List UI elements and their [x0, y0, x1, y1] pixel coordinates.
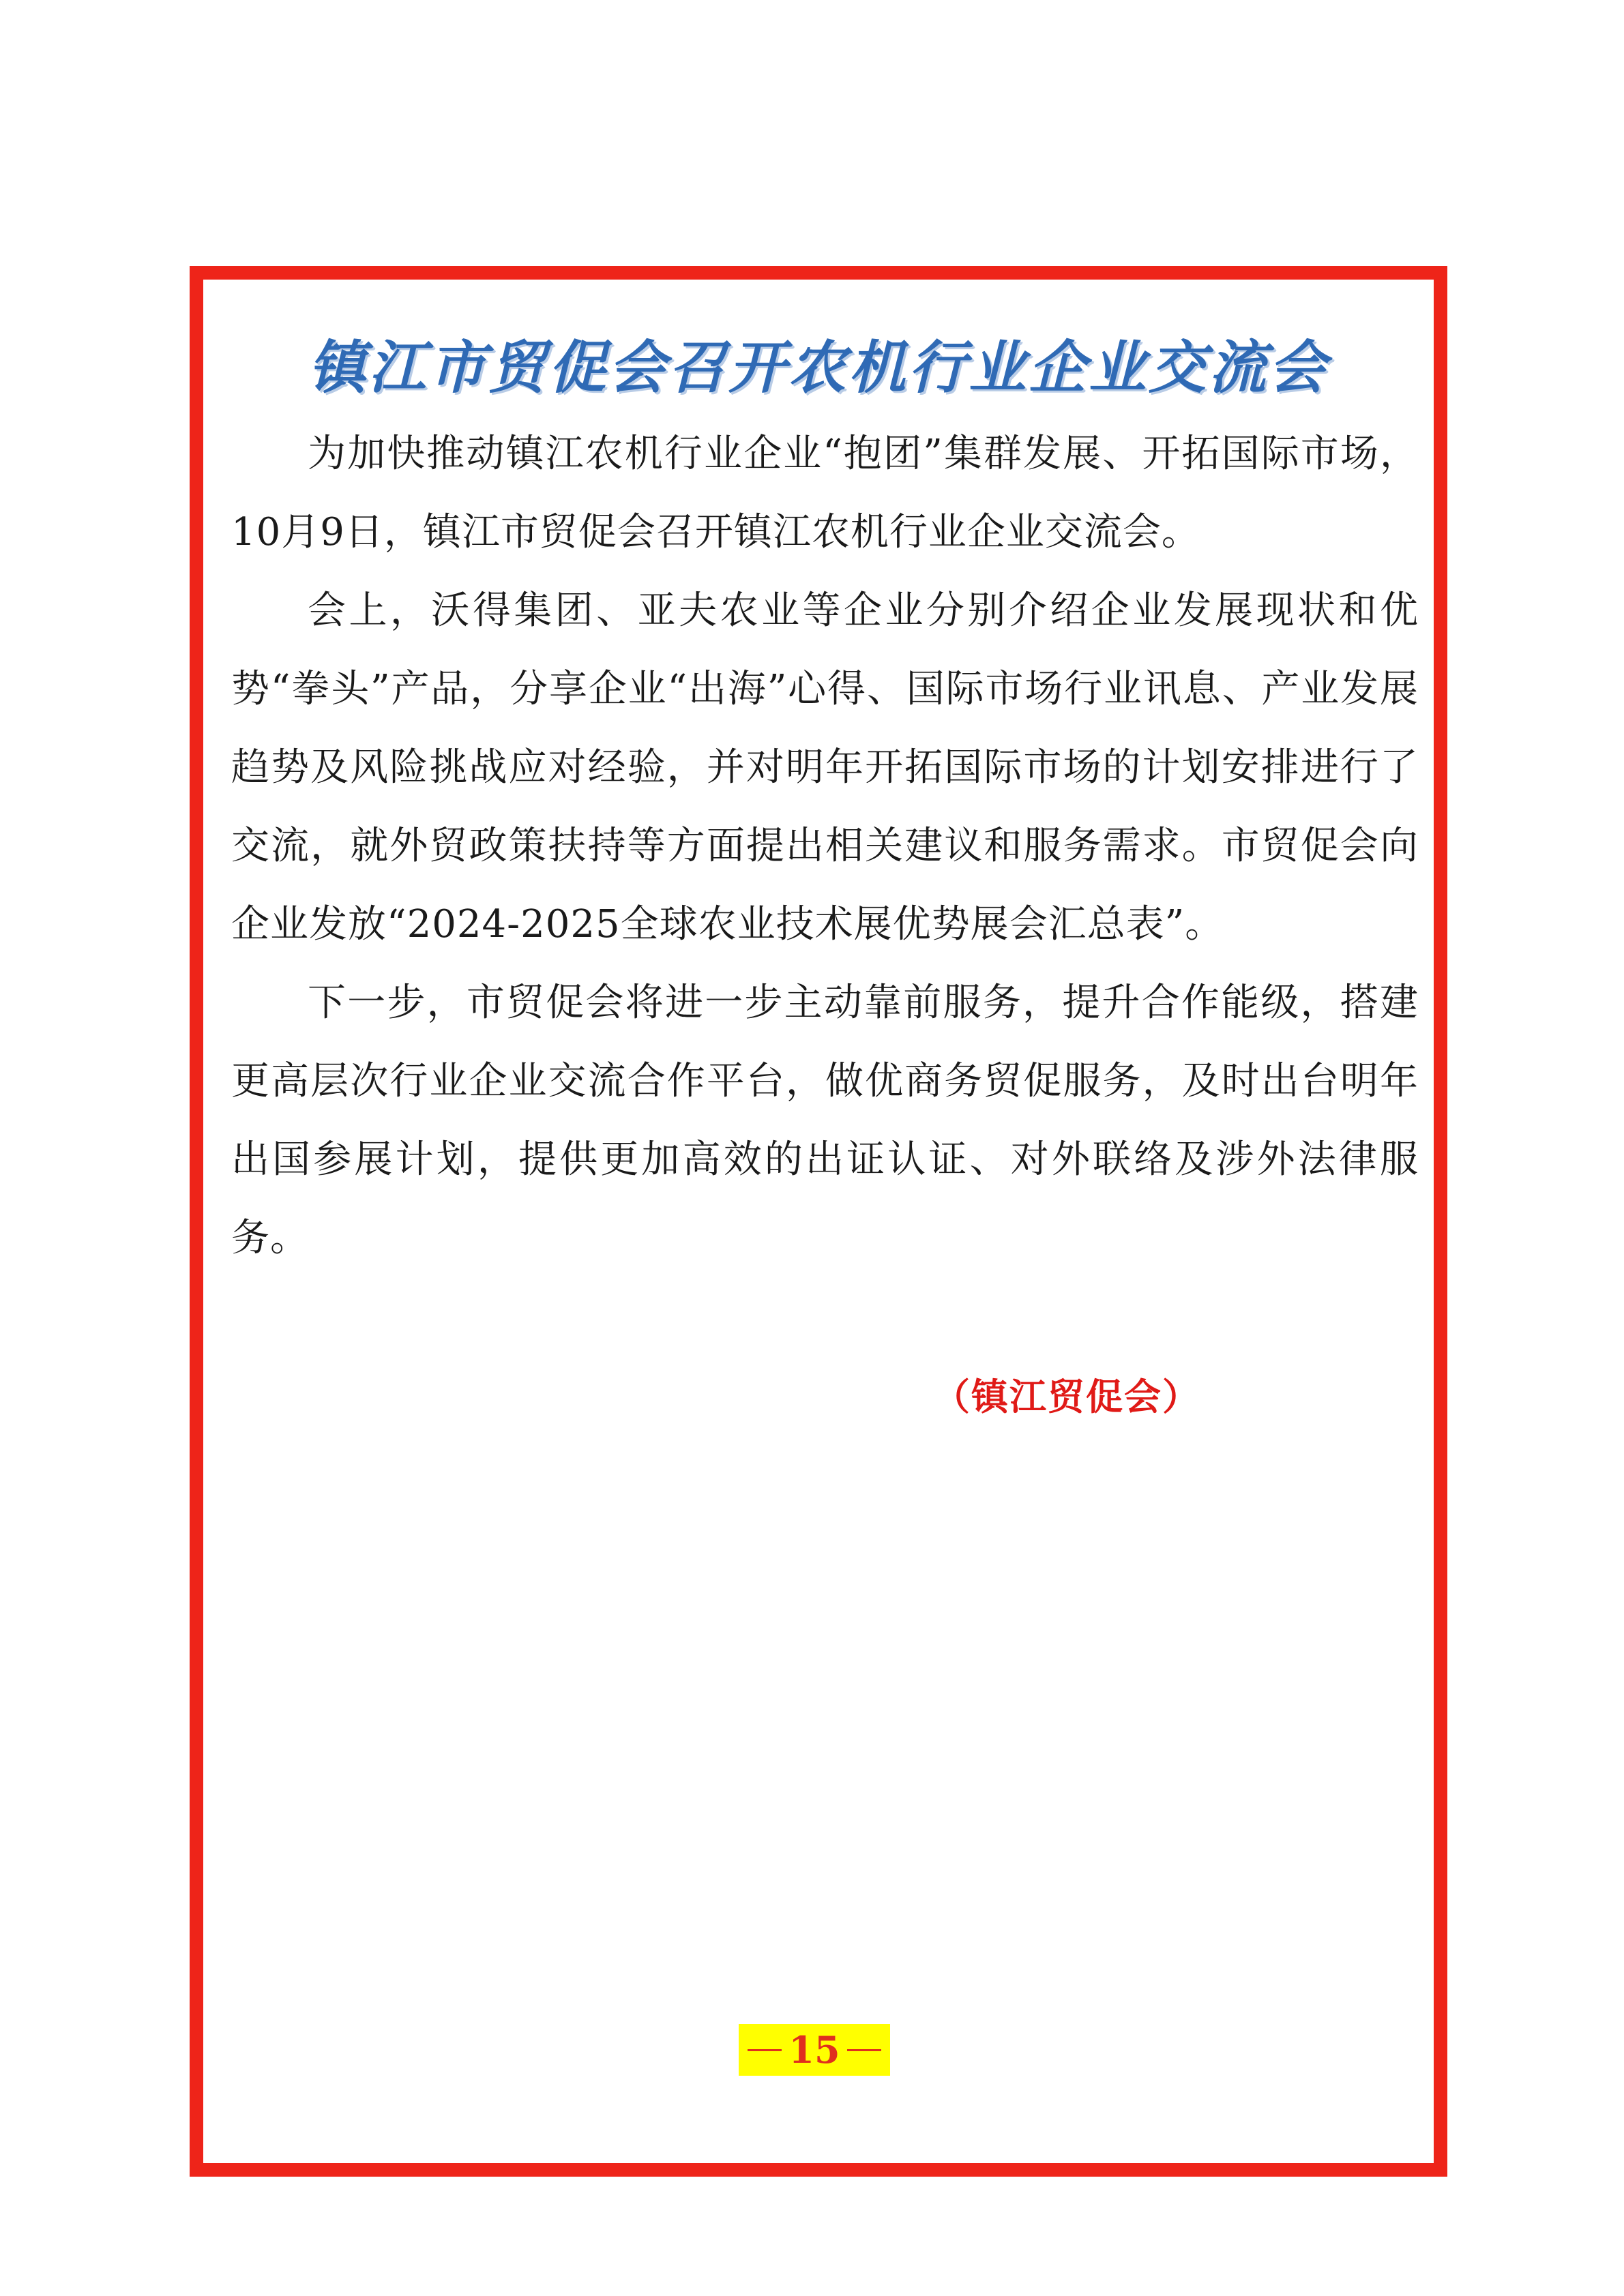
article-frame: [190, 266, 1447, 2177]
article-title: 镇江市贸促会召开农机行业企业交流会: [308, 334, 1329, 401]
article-body: [231, 415, 1419, 1277]
paragraph-intro: 为加快推动镇江农机行业企业“抱团”集群发展、开拓国际市场，10月9日，镇江市贸促会召开镇江农机行业企业交流会。: [231, 432, 1419, 554]
paragraph-meeting: 会上，沃得集团、亚夫农业等企业分别介绍企业发展现状和优势“拳头”产品，分享企业“出海”心得、国际市场行业讯息、产业发展趋势及风险挑战应对经验，并对明年开拓国际市场的计划安排进行了交流，就外贸政策扶持等方面提出相关建议和服务需求。市贸促会向企业发放“2024-2025全球农业技术展优势展会汇总表”。: [231, 588, 1419, 946]
paragraph-next-steps: 下一步，市贸促会将进一步主动靠前服务，提升合作能级，搭建更高层次行业企业交流合作平台，做优商务贸促服务，及时出台明年出国参展计划，提供更加高效的出证认证、对外联络及涉外法律服务。: [231, 981, 1419, 1260]
page-number: 15: [788, 2028, 840, 2072]
article-signature: （镇江贸促会）: [933, 1375, 1200, 1418]
dash-left-icon: [748, 2049, 782, 2051]
page-number-badge: [739, 2024, 890, 2076]
dash-right-icon: [847, 2049, 881, 2051]
